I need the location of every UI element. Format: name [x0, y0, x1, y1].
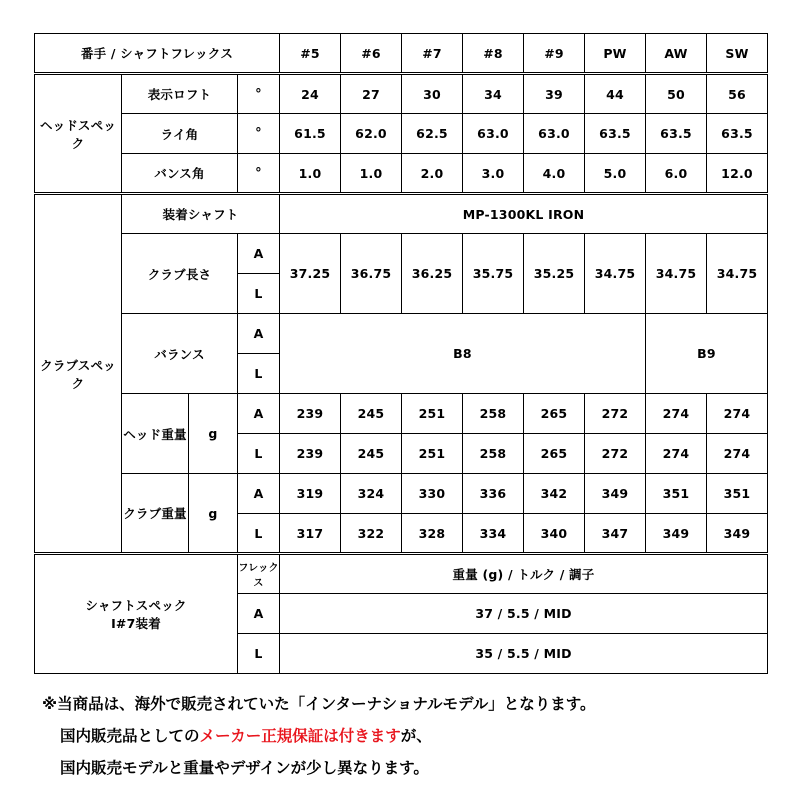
- cell: 251: [402, 394, 463, 434]
- cell: 44: [585, 74, 646, 114]
- cell: 63.5: [646, 114, 707, 154]
- cell: 328: [402, 514, 463, 554]
- cell: 36.75: [341, 234, 402, 314]
- cell: 274: [646, 394, 707, 434]
- cell: 349: [707, 514, 768, 554]
- cell: 4.0: [524, 154, 585, 194]
- flex-label: A: [238, 594, 280, 634]
- table-row: [35, 74, 768, 114]
- length-name: クラブ長さ: [122, 234, 238, 314]
- flex-label: L: [238, 274, 280, 314]
- cell: 62.0: [341, 114, 402, 154]
- col-header: SW: [707, 34, 768, 74]
- cell: 272: [585, 434, 646, 474]
- cell: 245: [341, 434, 402, 474]
- table-row: [35, 194, 768, 234]
- unit-label: °: [238, 74, 280, 114]
- cell: 39: [524, 74, 585, 114]
- cell: 351: [646, 474, 707, 514]
- cell: 50: [646, 74, 707, 114]
- cell: 56: [707, 74, 768, 114]
- cell: 324: [341, 474, 402, 514]
- cell: 3.0: [463, 154, 524, 194]
- cell: 351: [707, 474, 768, 514]
- cell: 251: [402, 434, 463, 474]
- cell: 272: [585, 394, 646, 434]
- club-spec-label: クラブスペック: [35, 194, 122, 554]
- col-header: #7: [402, 34, 463, 74]
- table-row: [35, 314, 768, 354]
- table-row: [35, 154, 768, 194]
- balance-group-2: B9: [646, 314, 768, 394]
- cell: 63.0: [524, 114, 585, 154]
- row-name: バンス角: [122, 154, 238, 194]
- cell: 34: [463, 74, 524, 114]
- cell: 63.5: [707, 114, 768, 154]
- footer-line-2-text: 国内販売品としての: [60, 727, 200, 745]
- cell: 1.0: [280, 154, 341, 194]
- footer-notes: [42, 688, 782, 784]
- shaft-spec-label-line1: シャフトスペック: [85, 598, 187, 613]
- flex-header: フレックス: [238, 554, 280, 594]
- cell: 6.0: [646, 154, 707, 194]
- cell: 265: [524, 394, 585, 434]
- cell: 1.0: [341, 154, 402, 194]
- cell: 63.5: [585, 114, 646, 154]
- header-label: 番手 / シャフトフレックス: [35, 34, 280, 74]
- table-row: [35, 474, 768, 514]
- shaft-spec-value: 35 / 5.5 / MID: [280, 634, 768, 674]
- col-header: #6: [341, 34, 402, 74]
- cell: 12.0: [707, 154, 768, 194]
- shaft-spec-label: [35, 554, 238, 674]
- cell: 61.5: [280, 114, 341, 154]
- col-header: #9: [524, 34, 585, 74]
- cell: 265: [524, 434, 585, 474]
- cell: 349: [585, 474, 646, 514]
- unit-label: °: [238, 114, 280, 154]
- shaft-spec-value: 37 / 5.5 / MID: [280, 594, 768, 634]
- cell: 30: [402, 74, 463, 114]
- cell: 62.5: [402, 114, 463, 154]
- cell: 349: [646, 514, 707, 554]
- footer-line-2-tail: が、: [400, 727, 432, 745]
- flex-label: L: [238, 354, 280, 394]
- cell: 36.25: [402, 234, 463, 314]
- row-name: 表示ロフト: [122, 74, 238, 114]
- col-header: AW: [646, 34, 707, 74]
- unit-label: °: [238, 154, 280, 194]
- col-header: PW: [585, 34, 646, 74]
- footer-line-2: [42, 720, 782, 752]
- shaft-name: 装着シャフト: [122, 194, 280, 234]
- unit-label: g: [189, 474, 238, 554]
- flex-label: L: [238, 634, 280, 674]
- head-spec-label: ヘッドスペック: [35, 74, 122, 194]
- col-header: #8: [463, 34, 524, 74]
- cell: 63.0: [463, 114, 524, 154]
- cell: 322: [341, 514, 402, 554]
- cell: 2.0: [402, 154, 463, 194]
- cell: 319: [280, 474, 341, 514]
- unit-label: g: [189, 394, 238, 474]
- balance-group-1: B8: [280, 314, 646, 394]
- flex-label: A: [238, 474, 280, 514]
- flex-label: A: [238, 234, 280, 274]
- cell: 347: [585, 514, 646, 554]
- cell: 34.75: [707, 234, 768, 314]
- cell: 34.75: [585, 234, 646, 314]
- table-row: [35, 554, 768, 594]
- row-name: ライ角: [122, 114, 238, 154]
- cell: 258: [463, 434, 524, 474]
- flex-label: L: [238, 514, 280, 554]
- shaft-value: MP-1300KL IRON: [280, 194, 768, 234]
- head-weight-name: ヘッド重量: [122, 394, 189, 474]
- cell: 5.0: [585, 154, 646, 194]
- cell: 245: [341, 394, 402, 434]
- cell: 37.25: [280, 234, 341, 314]
- flex-label: A: [238, 394, 280, 434]
- flex-label: L: [238, 434, 280, 474]
- cell: 35.75: [463, 234, 524, 314]
- shaft-columns-header: 重量 (g) / トルク / 調子: [280, 554, 768, 594]
- cell: 35.25: [524, 234, 585, 314]
- table-row: [35, 114, 768, 154]
- table-row: [35, 394, 768, 434]
- balance-name: バランス: [122, 314, 238, 394]
- cell: 239: [280, 394, 341, 434]
- flex-label: A: [238, 314, 280, 354]
- cell: 334: [463, 514, 524, 554]
- cell: 274: [646, 434, 707, 474]
- cell: 239: [280, 434, 341, 474]
- cell: 258: [463, 394, 524, 434]
- cell: 336: [463, 474, 524, 514]
- table-row: [35, 234, 768, 274]
- header-row: [35, 34, 768, 74]
- warranty-highlight: メーカー正規保証は付きます: [199, 727, 401, 745]
- cell: 317: [280, 514, 341, 554]
- col-header: #5: [280, 34, 341, 74]
- spec-table: [34, 33, 768, 674]
- cell: 274: [707, 434, 768, 474]
- cell: 24: [280, 74, 341, 114]
- cell: 274: [707, 394, 768, 434]
- footer-line-1: ※当商品は、海外で販売されていた「インターナショナルモデル」となります。: [42, 695, 596, 713]
- cell: 34.75: [646, 234, 707, 314]
- cell: 27: [341, 74, 402, 114]
- cell: 330: [402, 474, 463, 514]
- shaft-spec-label-line2: I#7装着: [111, 616, 161, 631]
- club-weight-name: クラブ重量: [122, 474, 189, 554]
- cell: 342: [524, 474, 585, 514]
- footer-line-3: 国内販売モデルと重量やデザインが少し異なります。: [60, 759, 429, 777]
- cell: 340: [524, 514, 585, 554]
